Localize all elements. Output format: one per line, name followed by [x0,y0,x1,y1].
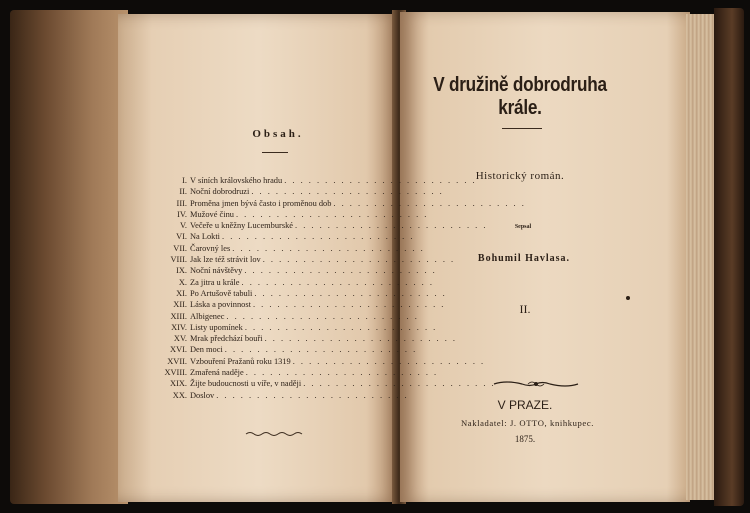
toc-leader-dots: . . . . . . . . . . . . . . . . . . . . . . . . [232,243,425,253]
publication-place: V PRAZE. [497,398,553,412]
toc-entry [150,266,437,277]
toc-entry [150,334,457,345]
toc-number: IX. [176,266,187,276]
toc-entry [150,345,418,356]
right-cover [714,8,744,506]
toc-title: Listy upomínek [190,322,243,332]
toc-number: XV. [173,334,187,344]
toc-leader-dots: . . . . . . . . . . . . . . . . . . . . . . . . [235,209,429,219]
toc-leader-dots: . . . . . . . . . . . . . . . . . . . . . . . . [295,221,488,231]
toc-entry [150,243,425,255]
toc-title: Zmařená naděje [190,368,244,378]
toc-number: V. [179,221,187,231]
left-cover [10,10,128,504]
toc-title: Doslov [190,390,215,400]
toc-number: XIV. [171,322,187,332]
toc-leader-dots: . . . . . . . . . . . . . . . . . . . . . . . . [303,379,496,389]
toc-leader-dots: . . . . . . . . . . . . . . . . . . . . . . . . [244,266,437,276]
toc-entry [150,277,434,289]
toc-entry [150,356,486,368]
toc-title: Mrak předchází bouři [190,334,263,344]
toc-title: V síních královského hradu [190,176,283,185]
toc-number: XIII. [170,311,187,321]
divider-ornament [492,378,580,390]
toc-leader-dots: . . . . . . . . . . . . . . . . . . . . . . . . [251,187,444,197]
toc-title: Po Artušově tabuli [190,288,253,298]
volume-number: II. [519,302,531,316]
toc-number: XIX. [170,379,187,389]
toc-title: Na Lokti [190,232,221,242]
toc-number: VI. [176,232,187,242]
toc-number: X. [178,277,187,287]
toc-number: XVIII. [164,368,187,378]
toc-number: XI. [176,288,187,298]
toc-leader-dots: . . . . . . . . . . . . . . . . . . . . . . . . [333,198,526,208]
toc-leader-dots: . . . . . . . . . . . . . . . . . . . . . . . . [284,176,477,185]
toc-title: Láska a povinnost [190,300,251,310]
toc-title: Den moci [190,345,223,355]
publication-year: 1875. [514,434,536,444]
toc-title: Vzbouření Pražanů roku 1319 [190,356,291,366]
toc-leader-dots: . . . . . . . . . . . . . . . . . . . . . . . . [262,255,456,265]
ink-spot [626,296,630,300]
toc-leader-dots: . . . . . . . . . . . . . . . . . . . . . . . . [244,322,438,332]
toc-entry [150,255,456,266]
toc-leader-dots: . . . . . . . . . . . . . . . . . . . . . . . . [252,300,446,310]
toc-leader-dots: . . . . . . . . . . . . . . . . . . . . . . . . [245,368,439,378]
toc-entry [150,209,429,221]
toc-title: Žijte budoucnosti u víře, v naději [190,379,302,389]
book-title: V družině dobrodruha krále. [433,74,607,119]
subtitle: Historický román. [475,170,565,182]
toc-entry [150,198,526,210]
toc-entry [150,288,447,300]
toc-title: Za jitra u krále [190,277,240,287]
toc-number: IV. [177,209,187,219]
toc-leader-dots: . . . . . . . . . . . . . . . . . . . . . . . . [241,277,434,287]
toc-entry [150,187,444,198]
title-rule [502,128,542,129]
toc-title: Albigenec [190,311,225,321]
toc-leader-dots: . . . . . . . . . . . . . . . . . . . . . . . . [292,356,486,366]
toc-number: XVI. [170,345,187,355]
toc-title: Noční dobrodruzi [190,187,250,197]
toc-title: Proměna jmen bývá často i proměnou dob [190,198,332,208]
toc-title: Večeře u kněžny Lucemburské [190,221,294,231]
toc-title: Čarovný les [190,243,231,253]
toc-leader-dots: . . . . . . . . . . . . . . . . . . . . . . . . [264,334,457,344]
toc-title: Jak lze též strávit lov [190,255,261,265]
toc-title: Mužové činu [190,209,234,219]
publisher: Nakladatel: J. OTTO, knihkupec. [461,418,594,428]
author-name: Bohumil Havlasa. [477,253,571,264]
toc-leader-dots: . . . . . . . . . . . . . . . . . . . . . . . . [226,311,419,321]
toc-entry [150,221,488,232]
toc-entry [150,322,438,334]
toc-entry [150,311,419,323]
toc-leader-dots: . . . . . . . . . . . . . . . . . . . . . . . . [224,345,418,355]
toc-number: VII. [173,243,187,253]
toc-entry [150,300,446,311]
toc-title: Noční návštěvy [190,266,243,276]
squiggle-ornament [244,430,304,438]
toc-number: XX. [172,390,187,400]
contents-heading: Obsah. [252,128,304,140]
contents-rule [262,152,288,153]
toc-leader-dots: . . . . . . . . . . . . . . . . . . . . . . . . [216,390,409,400]
toc-entry [150,390,409,402]
toc-leader-dots: . . . . . . . . . . . . . . . . . . . . . . . . [254,288,447,298]
toc-entry [150,379,496,390]
toc-number: II. [179,187,187,197]
toc-leader-dots: . . . . . . . . . . . . . . . . . . . . . . . . [222,232,415,242]
page-edges [686,14,716,500]
toc-number: XVII. [167,356,187,366]
toc-entry [150,368,439,379]
toc-number: III. [176,198,187,208]
toc-entry [150,176,477,187]
toc-number: XII. [173,300,187,310]
toc-entry [150,232,415,243]
toc-number: I. [182,176,187,185]
toc-number: VIII. [170,255,187,265]
sepsal-label: Sepsal [514,224,532,230]
